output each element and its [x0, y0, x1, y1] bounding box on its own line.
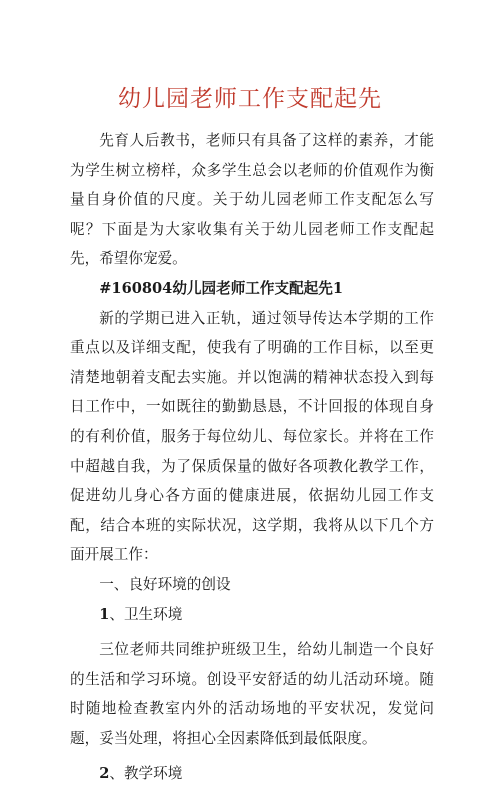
document-body — [70, 126, 434, 789]
subsection-number-2: 2 — [99, 765, 110, 783]
document-title: 幼儿园老师工作支配起先 — [118, 86, 382, 112]
list-item-heading: 一、良好环境的创设 — [99, 575, 231, 593]
section-heading: #160804幼儿园老师工作支配起先1 — [99, 279, 344, 297]
section-paragraph: 新的学期已进入正轨，通过领导传达本学期的工作重点以及详细支配，使我有了明确的工作目标，以至更清楚地朝着支配去实施。并以饱满的精神状态投入到每日工作中，一如既往的勤勤恳恳，不计回报的体现自身的有利价值，服务于每位幼儿、每位家长。并将在工作中超越自我，为了保质保量的做好各项教化教学工作，促进幼儿身心各方面的健康进展，依据幼儿园工作支配，结合本班的实际状况，这学期，我将从以下几个方面开展工作： — [70, 309, 434, 564]
subsection-paragraph-1: 三位老师共同维护班级卫生，给幼儿制造一个良好的生活和学习环境。创设平安舒适的幼儿活动环境。随时随地检查教室内外的活动场地的平安状况，发觉问题，妥当处理，将担心全因素降低到最低限度。 — [70, 641, 434, 747]
subsection-label-1: 、卫生环境 — [109, 605, 183, 623]
subsection-heading-2 — [70, 759, 434, 789]
subsection-heading-1 — [70, 600, 434, 630]
subsection-label-2: 、教学环境 — [109, 765, 183, 783]
subsection-number-1: 1 — [99, 605, 110, 623]
intro-paragraph: 先育人后教书，老师只有具备了这样的素养，才能为学生树立榜样，众多学生总会以老师的价值观作为衡量自身价值的尺度。关于幼儿园老师工作支配怎么写呢？下面是为大家收集有关于幼儿园老师工作支配起先，希望你宠爱。 — [70, 132, 434, 268]
